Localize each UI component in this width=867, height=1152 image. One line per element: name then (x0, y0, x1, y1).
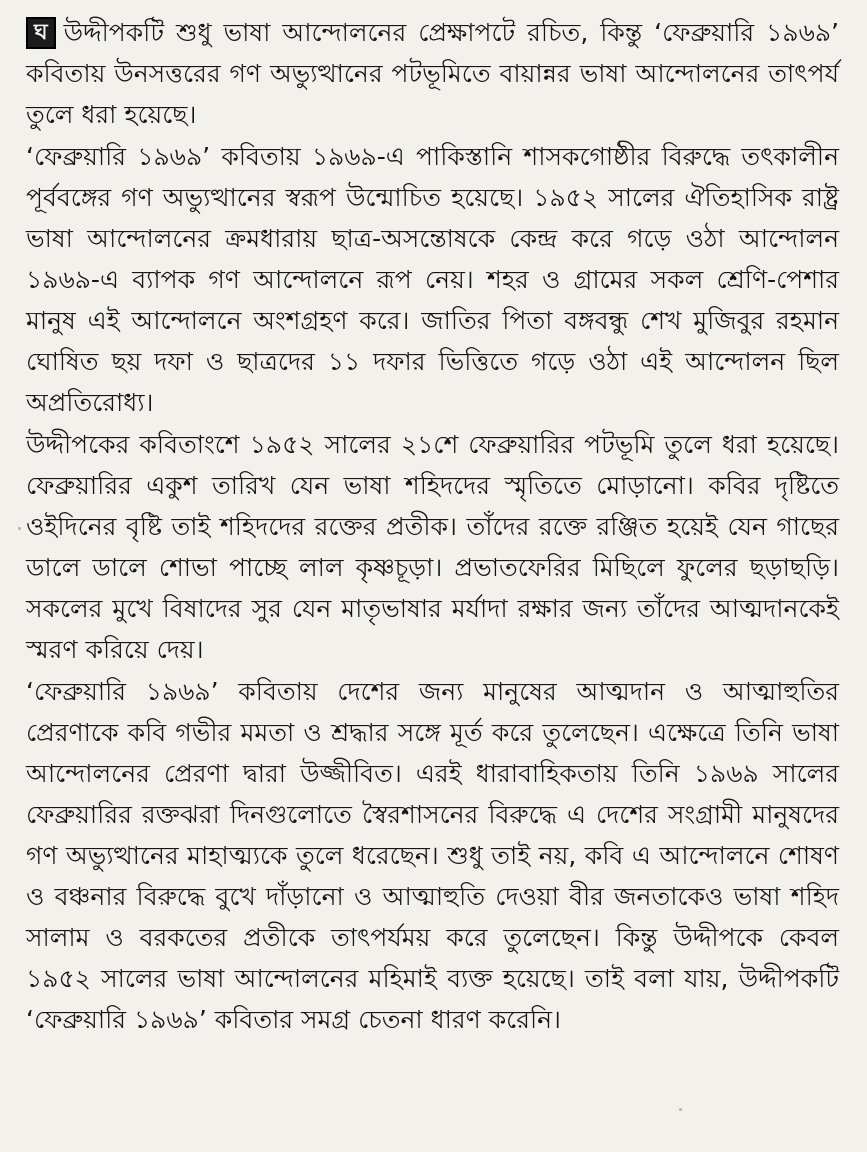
paragraph-1-text: উদ্দীপকটি শুধু ভাষা আন্দোলনের প্রেক্ষাপটে রচিত, কিন্তু ‘ফেব্রুয়ারি ১৯৬৯’ কবিতায় উনসত্তরের গণ অভ্যুত্থানের পটভূমিতে বায়ান্নর ভাষা আন্দোলনের তাৎপর্য তুলে ধরা হয়েছে। (26, 18, 839, 129)
answer-marker-badge: ঘ (26, 17, 56, 49)
print-speck (18, 527, 21, 530)
answer-paragraph-3: উদ্দীপকের কবিতাংশে ১৯৫২ সালের ২১শে ফেব্রুয়ারির পটভূমি তুলে ধরা হয়েছে। ফেব্রুয়ারির একুশ তারিখ যেন ভাষা শহিদদের স্মৃতিতে মোড়ানো। কবির দৃষ্টিতে ওইদিনের বৃষ্টি তাই শহিদদের রক্তের প্রতীক। তাঁদের রক্তে রঞ্জিত হয়েই যেন গাছের ডালে ডালে শোভা পাচ্ছে লাল কৃষ্ণচূড়া। প্রভাতফেরির মিছিলে ফুলের ছড়াছড়ি। সকলের মুখে বিষাদের সুর যেন মাতৃভাষার মর্যাদা রক্ষার জন্য তাঁদের আত্মদানকেই স্মরণ করিয়ে দেয়। (26, 430, 839, 664)
print-speck (679, 1108, 682, 1111)
answer-paragraph-4: ‘ফেব্রুয়ারি ১৯৬৯’ কবিতায় দেশের জন্য মানুষের আত্মদান ও আত্মাহুতির প্রেরণাকে কবি গভীর মমতা ও শ্রদ্ধার সঙ্গে মূর্ত করে তুলেছেন। এক্ষেত্রে তিনি ভাষা আন্দোলনের প্রেরণা দ্বারা উজ্জীবিত। এরই ধারাবাহিকতায় তিনি ১৯৬৯ সালের ফেব্রুয়ারির রক্তঝরা দিনগুলোতে স্বৈরশাসনের বিরুদ্ধে এ দেশের সংগ্রামী মানুষদের গণ অভ্যুত্থানের মাহাত্ম্যকে তুলে ধরেছেন। শুধু তাই নয়, কবি এ আন্দোলনে শোষণ ও বঞ্চনার বিরুদ্ধে বুখে দাঁড়ানো ও আত্মাহুতি দেওয়া বীর জনতাকেও ভাষা শহিদ সালাম ও বরকতের প্রতীকে তাৎপর্যময় করে তুলেছেন। কিন্তু উদ্দীপকে কেবল ১৯৫২ সালের ভাষা আন্দোলনের মহিমাই ব্যক্ত হয়েছে। তাই বলা যায়, উদ্দীপকটি ‘ফেব্রুয়ারি ১৯৬৯’ কবিতার সমগ্র চেতনা ধারণ করেনি। (26, 677, 839, 1034)
answer-paragraph-2: ‘ফেব্রুয়ারি ১৯৬৯’ কবিতায় ১৯৬৯-এ পাকিস্তানি শাসকগোষ্ঠীর বিরুদ্ধে তৎকালীন পূর্ববঙ্গের গণ অভ্যুত্থানের স্বরূপ উন্মোচিত হয়েছে। ১৯৫২ সালের ঐতিহাসিক রাষ্ট্র ভাষা আন্দোলনের ক্রমধারায় ছাত্র-অসন্তোষকে কেন্দ্র করে গড়ে ওঠা আন্দোলন ১৯৬৯-এ ব্যাপক গণ আন্দোলনে রূপ নেয়। শহর ও গ্রামের সকল শ্রেণি-পেশার মানুষ এই আন্দোলনে অংশগ্রহণ করে। জাতির পিতা বঙ্গবন্ধু শেখ মুজিবুর রহমান ঘোষিত ছয় দফা ও ছাত্রদের ১১ দফার ভিত্তিতে গড়ে ওঠা এই আন্দোলন ছিল অপ্রতিরোধ্য। (26, 142, 839, 417)
answer-paragraph-1 (26, 12, 839, 135)
